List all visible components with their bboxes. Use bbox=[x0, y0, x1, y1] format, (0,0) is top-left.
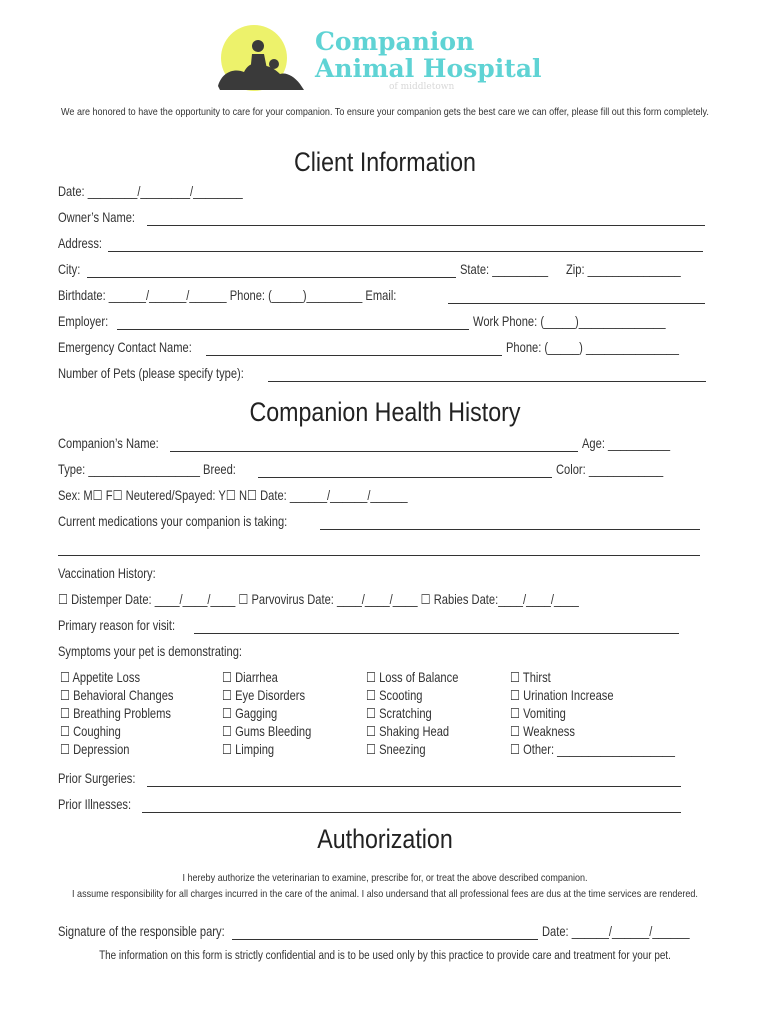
symptom-checkbox[interactable]: ☐ Appetite Loss bbox=[60, 670, 141, 685]
authorization-line-2: I assume responsibility for all charges incurred in the care of the animal. I also undersand that all professional fees are dus at the time services are rendered. bbox=[72, 888, 698, 900]
confidentiality-footer: The information on this form is strictly confidential and is to be used only by this practice to provide care and treatment for your pet. bbox=[99, 950, 671, 962]
medications-label: Current medications your companion is taking: bbox=[58, 514, 288, 529]
symptom-checkbox[interactable]: ☐ Weakness bbox=[510, 724, 575, 739]
number-of-pets-field[interactable] bbox=[268, 381, 706, 382]
symptom-checkbox[interactable]: ☐ Diarrhea bbox=[222, 670, 278, 685]
symptom-checkbox[interactable]: ☐ Urination Increase bbox=[510, 688, 614, 703]
signature-label: Signature of the responsible pary: bbox=[58, 924, 225, 939]
employer-field[interactable] bbox=[117, 329, 469, 330]
age-field[interactable]: Age: __________ bbox=[582, 436, 671, 451]
symptom-checkbox[interactable]: ☐ Scratching bbox=[366, 706, 432, 721]
hospital-logo bbox=[214, 24, 574, 94]
signature-date-field[interactable]: Date: ______/______/______ bbox=[542, 924, 690, 939]
owner-name-field[interactable] bbox=[147, 225, 705, 226]
color-field[interactable]: Color: ____________ bbox=[556, 462, 664, 477]
logo-line-2: Animal Hospital bbox=[315, 54, 542, 83]
symptom-checkbox[interactable]: ☐ Eye Disorders bbox=[222, 688, 306, 703]
city-label: City: bbox=[58, 262, 81, 277]
prior-surgeries-field[interactable] bbox=[147, 786, 681, 787]
prior-surgeries-label: Prior Surgeries: bbox=[58, 771, 136, 786]
employer-label: Employer: bbox=[58, 314, 109, 329]
state-field[interactable]: State: _________ bbox=[460, 262, 549, 277]
date-field[interactable]: Date: ________/________/________ bbox=[58, 184, 243, 199]
symptom-checkbox[interactable]: ☐ Sneezing bbox=[366, 742, 426, 757]
owner-name-label: Owner’s Name: bbox=[58, 210, 136, 225]
breed-field[interactable] bbox=[258, 477, 552, 478]
signature-field[interactable] bbox=[232, 939, 538, 940]
logo-subtitle: of middletown bbox=[389, 82, 455, 92]
logo-line-1: Companion bbox=[315, 27, 475, 56]
work-phone-field[interactable]: Work Phone: (_____)______________ bbox=[473, 314, 666, 329]
authorization-heading: Authorization bbox=[317, 824, 453, 854]
authorization-line-1: I hereby authorize the veterinarian to examine, prescribe for, or treat the above described companion. bbox=[182, 872, 588, 884]
medications-field-2[interactable] bbox=[58, 555, 700, 556]
email-field[interactable] bbox=[448, 303, 705, 304]
emergency-contact-field[interactable] bbox=[206, 355, 502, 356]
primary-reason-field[interactable] bbox=[194, 633, 679, 634]
sex-neutered-line[interactable]: Sex: M☐ F☐ Neutered/Spayed: Y☐ N☐ Date: ______/______/______ bbox=[58, 488, 408, 503]
symptoms-label: Symptoms your pet is demonstrating: bbox=[58, 644, 243, 659]
symptom-checkbox[interactable]: ☐ Gums Bleeding bbox=[222, 724, 312, 739]
pets-silhouette-icon bbox=[214, 24, 314, 94]
birthdate-phone-email-line[interactable]: Birthdate: ______/______/______ Phone: (_____)_________ Email: bbox=[58, 288, 397, 303]
address-label: Address: bbox=[58, 236, 102, 251]
companion-name-label: Companion’s Name: bbox=[58, 436, 159, 451]
prior-illnesses-field[interactable] bbox=[142, 812, 681, 813]
symptom-checkbox[interactable]: ☐ Vomiting bbox=[510, 706, 566, 721]
symptom-checkbox[interactable]: ☐ Shaking Head bbox=[366, 724, 450, 739]
health-history-heading: Companion Health History bbox=[249, 397, 521, 427]
zip-field[interactable]: Zip: _______________ bbox=[566, 262, 681, 277]
vaccination-checkboxes[interactable]: ☐ Distemper Date: ____/____/____ ☐ Parvovirus Date: ____/____/____ ☐ Rabies Date:____/____/____ bbox=[58, 592, 579, 607]
symptom-checkbox[interactable]: ☐ Loss of Balance bbox=[366, 670, 459, 685]
symptom-checkbox[interactable]: ☐ Scooting bbox=[366, 688, 423, 703]
address-field[interactable] bbox=[108, 251, 703, 252]
client-info-heading: Client Information bbox=[294, 147, 476, 177]
primary-reason-label: Primary reason for visit: bbox=[58, 618, 176, 633]
emergency-contact-label: Emergency Contact Name: bbox=[58, 340, 192, 355]
symptom-checkbox[interactable]: ☐ Limping bbox=[222, 742, 275, 757]
symptom-checkbox[interactable]: ☐ Behavioral Changes bbox=[60, 688, 174, 703]
intro-text: We are honored to have the opportunity to care for your companion. To ensure your companion gets the best care we can offer, please fill out this form completely. bbox=[61, 106, 709, 118]
emergency-phone-field[interactable]: Phone: (_____) _______________ bbox=[506, 340, 679, 355]
prior-illnesses-label: Prior Illnesses: bbox=[58, 797, 132, 812]
companion-name-field[interactable] bbox=[170, 451, 578, 452]
number-of-pets-label: Number of Pets (please specify type): bbox=[58, 366, 244, 381]
symptom-checkbox[interactable]: ☐ Coughing bbox=[60, 724, 121, 739]
symptom-checkbox[interactable]: ☐ Gagging bbox=[222, 706, 278, 721]
vaccination-label: Vaccination History: bbox=[58, 566, 156, 581]
type-breed-label[interactable]: Type: __________________ Breed: bbox=[58, 462, 236, 477]
symptom-checkbox[interactable]: ☐ Breathing Problems bbox=[60, 706, 171, 721]
symptom-checkbox[interactable]: ☐ Thirst bbox=[510, 670, 551, 685]
city-field[interactable] bbox=[87, 277, 456, 278]
symptom-checkbox[interactable]: ☐ Depression bbox=[60, 742, 130, 757]
medications-field[interactable] bbox=[320, 529, 700, 530]
symptom-checkbox[interactable]: ☐ Other: ___________________ bbox=[510, 742, 675, 757]
